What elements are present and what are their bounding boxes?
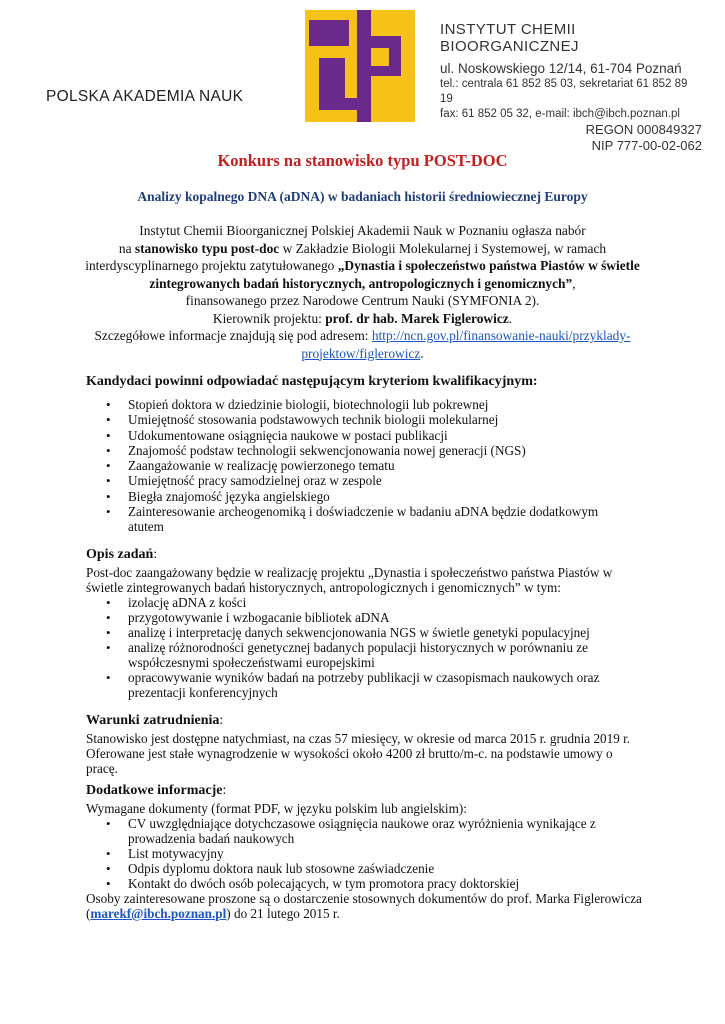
institute-address: ul. Noskowskiego 12/14, 61-704 Poznań xyxy=(440,61,682,76)
list-item: • Zainteresowanie archeogenomiką i doświadczenie w badaniu aDNA będzie dodatkowym atutem xyxy=(86,504,646,535)
project-link[interactable]: http://ncn.gov.pl/finansowanie-nauki/przyklady-projektow/figlerowicz xyxy=(301,328,631,361)
intro-line-4: finansowanego przez Narodowe Centrum Nauki (SYMFONIA 2). xyxy=(185,293,540,308)
list-item: • Kontakt do dwóch osób polecających, w tym promotora pracy doktorskiej xyxy=(86,876,646,891)
list-item: • analizę i interpretację danych sekwencjonowania NGS w świetle genetyki populacyjnej xyxy=(86,625,646,640)
tasks-section xyxy=(86,547,646,700)
additional-section xyxy=(86,783,646,921)
conditions-section xyxy=(86,713,646,776)
list-item: • Biegła znajomość języka angielskiego xyxy=(86,489,646,504)
list-item: • Umiejętność pracy samodzielnej oraz w zespole xyxy=(86,473,646,488)
institute-name: INSTYTUT CHEMII BIOORGANICZNEJ xyxy=(440,21,579,55)
conditions-text: Stanowisko jest dostępne natychmiast, na czas 57 miesięcy, w okresie od marca 2015 r. grudnia 2019 r. Oferowane jest stałe wynagrodzenie w wysokości około 4200 zł brutto/m-c. na podstawie umowy o pracę. xyxy=(86,731,631,776)
page-subtitle: Analizy kopalnego DNA (aDNA) w badaniach historii średniowiecznej Europy xyxy=(137,189,588,204)
intro-line-5: Kierownik projektu: prof. dr hab. Marek Figlerowicz. xyxy=(212,310,513,326)
page-title: Konkurs na stanowisko typu POST-DOC xyxy=(217,151,508,170)
list-item: • Zaangażowanie w realizację powierzonego tematu xyxy=(86,458,646,473)
intro-paragraph xyxy=(80,222,645,362)
list-item: • List motywacyjny xyxy=(86,846,646,861)
list-item: • izolację aDNA z kości xyxy=(86,595,646,610)
list-item: • przygotowywanie i wzbogacanie bibliotek aDNA xyxy=(86,610,646,625)
list-item: • analizę różnorodności genetycznej badanych populacji historycznych w porównaniu ze współczesnymi społeczeństwami europejskimi xyxy=(86,640,646,670)
institute-regon: REGON 000849327 xyxy=(585,122,702,137)
criteria-section xyxy=(86,374,646,535)
additional-outro: Osoby zainteresowane proszone są o dostarczenie stosownych dokumentów do prof. Marka Figlerowicza (marekf@ibch.poznan.pl) do 21 lutego 2015 r. xyxy=(86,891,642,921)
list-item: • Stopień doktora w dziedzinie biologii, biotechnologii lub pokrewnej xyxy=(86,397,646,412)
tasks-intro: Post-doc zaangażowany będzie w realizację projektu „Dynastia i społeczeństwo państwa Piastów w świetle zintegrowanych badań historycznych, antropologicznych i genomicznych” w tym: xyxy=(86,565,613,595)
tasks-list xyxy=(86,595,646,700)
intro-line-3: interdyscyplinarnego projektu zatytułowanego „Dynastia i społeczeństwo państwa Piastów w świetle zintegrowanych badań historycznych, antropologicznych i genomicznych”, xyxy=(85,258,640,291)
criteria-heading: Kandydaci powinni odpowiadać następującym kryteriom kwalifikacyjnym: xyxy=(86,374,538,389)
additional-heading: Dodatkowe informacje: xyxy=(86,783,227,798)
contact-email-link[interactable]: marekf@ibch.poznan.pl xyxy=(90,906,227,921)
criteria-list xyxy=(86,397,646,535)
institute-phone: tel.: centrala 61 852 85 03, sekretariat 61 852 89 19 xyxy=(440,78,688,105)
list-item: • Odpis dyplomu doktora nauk lub stosowne zaświadczenie xyxy=(86,861,646,876)
list-item: • opracowywanie wyników badań na potrzeby publikacji w czasopismach naukowych oraz prezentacji konferencyjnych xyxy=(86,670,646,700)
list-item: • Znajomość podstaw technologii sekwencjonowania nowej generacji (NGS) xyxy=(86,443,646,458)
conditions-heading: Warunki zatrudnienia: xyxy=(86,713,224,728)
institute-contact xyxy=(440,21,702,154)
institute-nip: NIP 777-00-02-062 xyxy=(591,138,702,153)
additional-intro: Wymagane dokumenty (format PDF, w języku polskim lub angielskim): xyxy=(86,801,467,816)
documents-list xyxy=(86,816,646,891)
institute-logo xyxy=(305,10,415,122)
intro-line-6: Szczegółowe informacje znajdują się pod adresem: http://ncn.gov.pl/finansowanie-nauki/przyklady-projektow/figlerowicz. xyxy=(94,328,631,361)
list-item: • Udokumentowane osiągnięcia naukowe w postaci publikacji xyxy=(86,428,646,443)
list-item: • CV uwzględniające dotychczasowe osiągnięcia naukowe oraz wyróżnienia wynikające z prowadzenia badań naukowych xyxy=(86,816,646,846)
list-item: • Umiejętność stosowania podstawowych technik biologii molekularnej xyxy=(86,412,646,427)
intro-line-1: Instytut Chemii Bioorganicznej Polskiej Akademii Nauk w Poznaniu ogłasza nabór xyxy=(139,223,586,238)
academy-name: POLSKA AKADEMIA NAUK xyxy=(46,88,244,105)
institute-fax: fax: 61 852 05 32, e-mail: ibch@ibch.poznan.pl xyxy=(440,108,680,120)
tasks-heading: Opis zadań: xyxy=(86,547,158,562)
intro-line-2: na stanowisko typu post-doc w Zakładzie Biologii Molekularnej i Systemowej, w ramach xyxy=(118,240,607,256)
